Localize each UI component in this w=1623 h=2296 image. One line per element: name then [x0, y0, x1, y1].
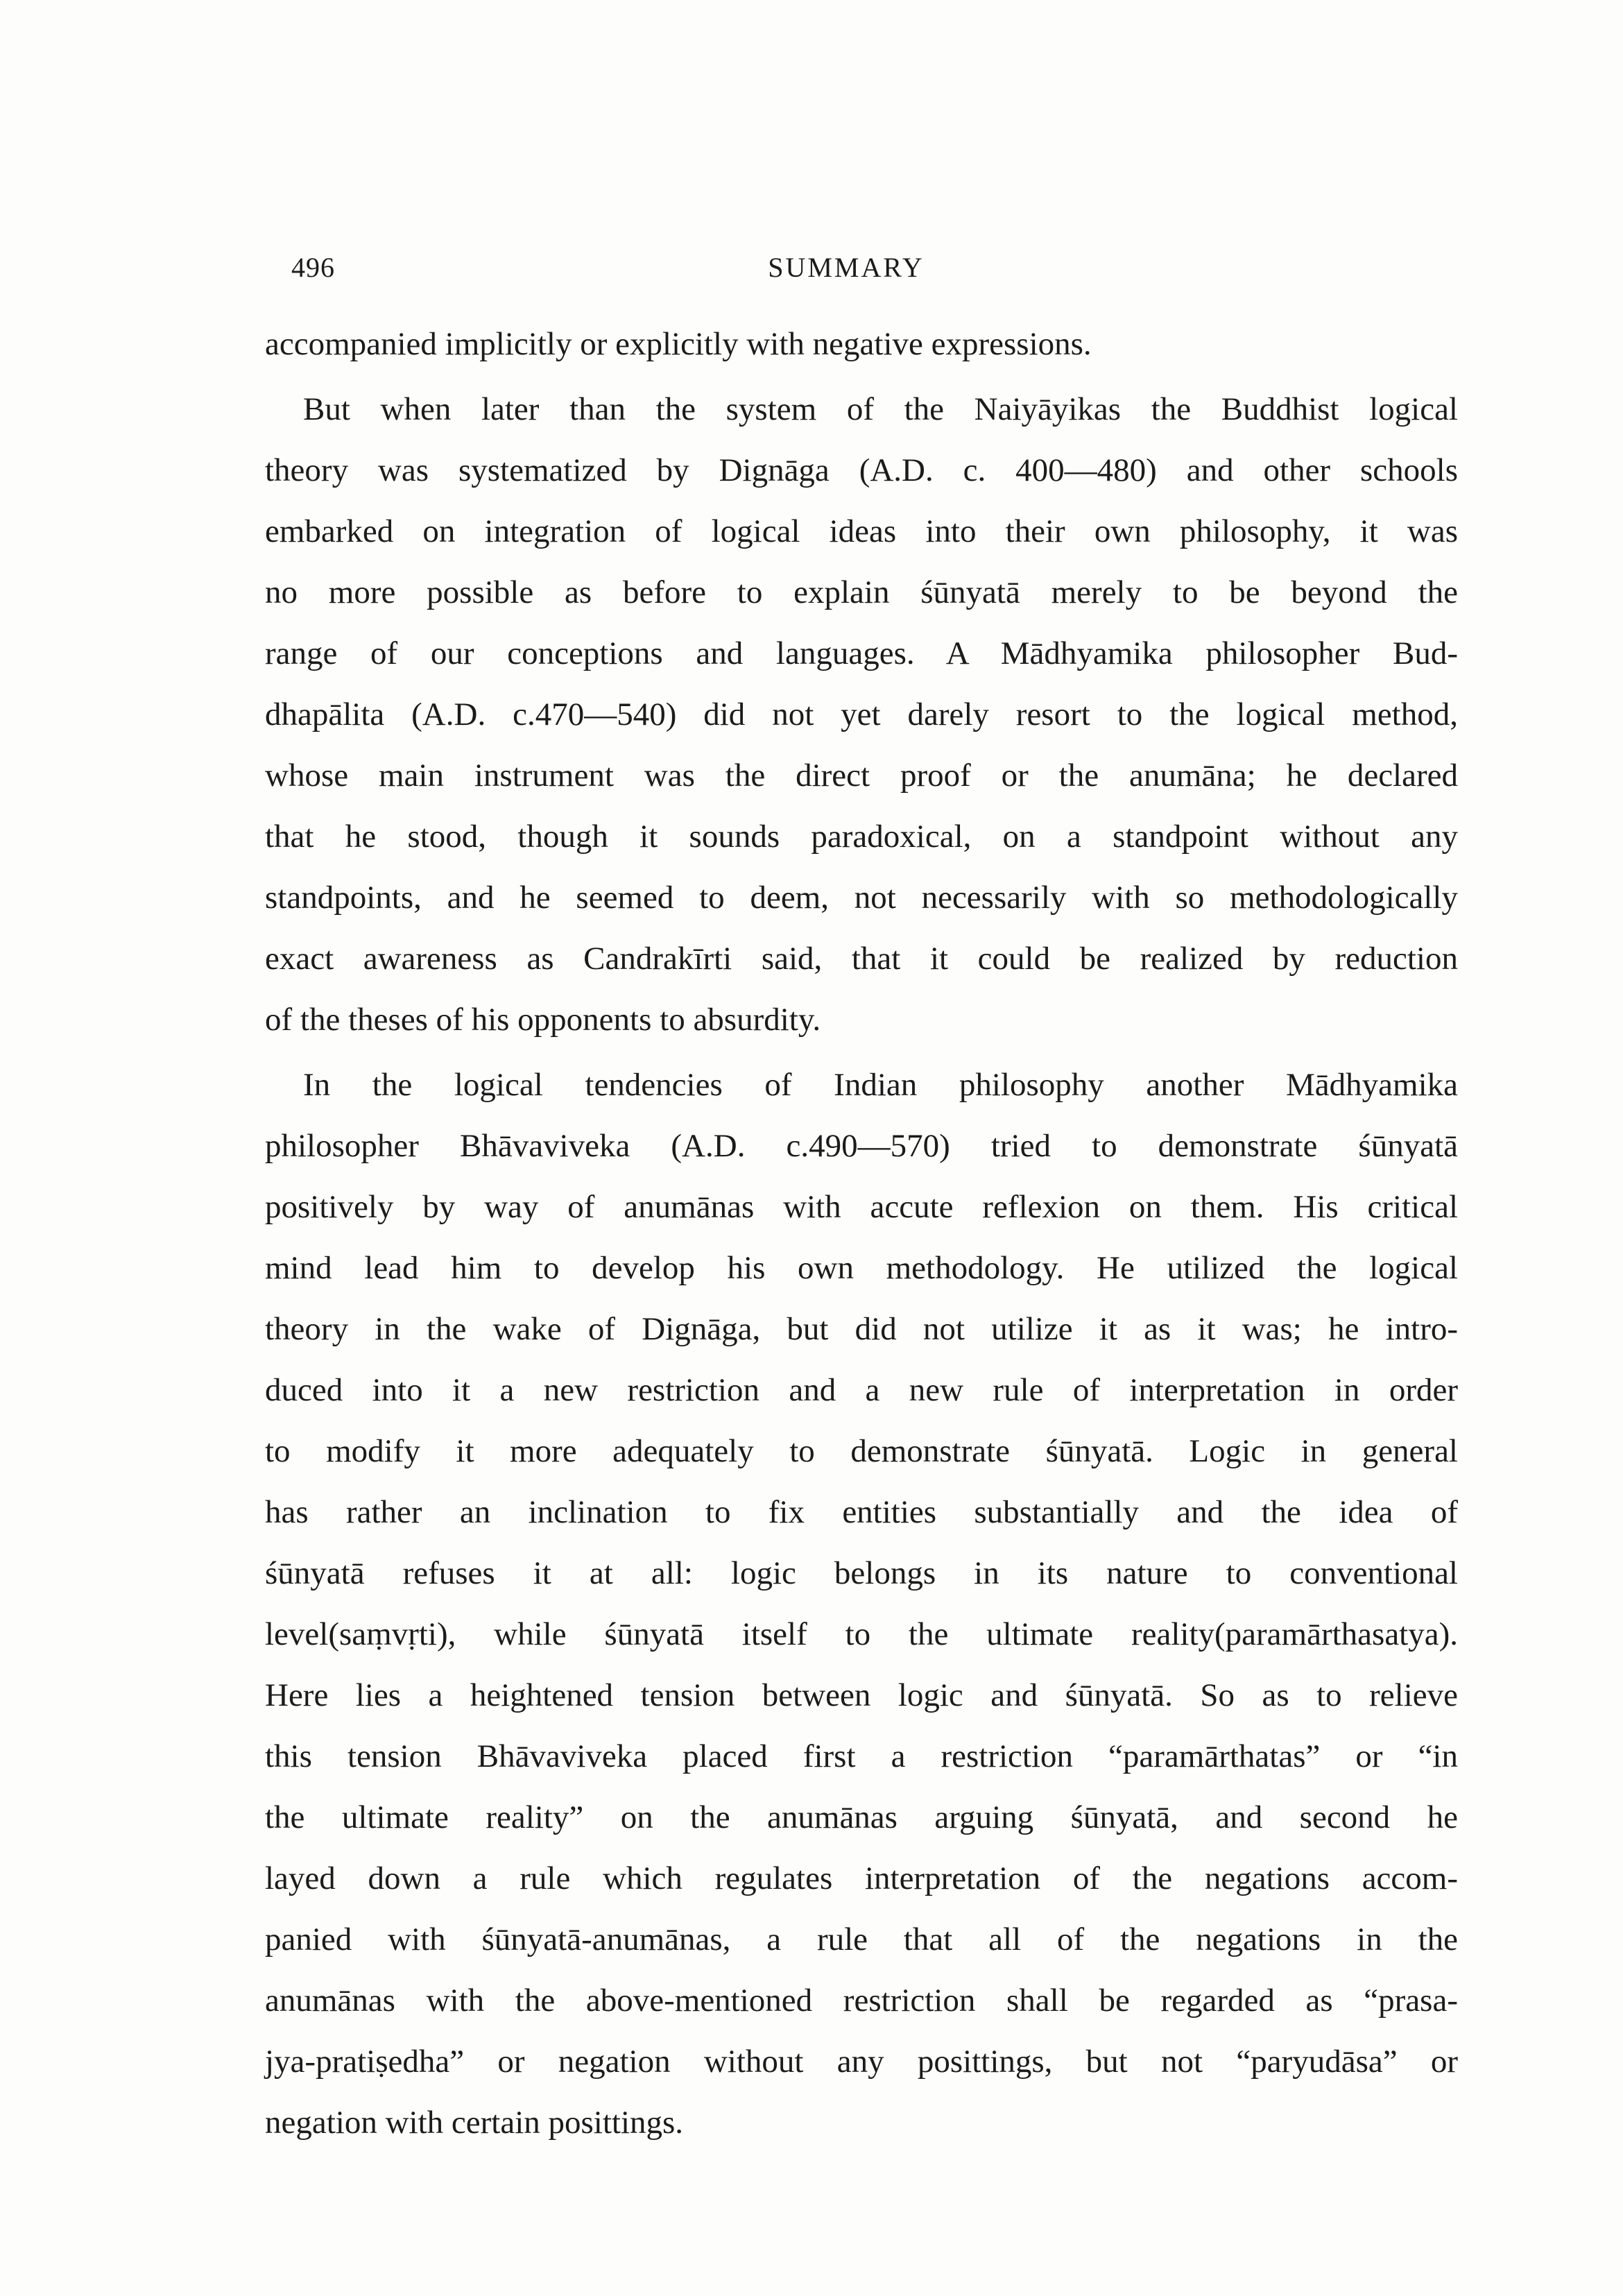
text-line: has rather an inclination to fix entities substantially and the idea of: [265, 1494, 1458, 1530]
text-line: to modify it more adequately to demonstrate śūnyatā. Logic in general: [265, 1433, 1458, 1469]
body-text: [265, 314, 1458, 2153]
running-title: SUMMARY: [768, 252, 925, 283]
text-line: accompanied implicitly or explicitly with negative expressions.: [265, 326, 1092, 362]
text-line: this tension Bhāvaviveka placed first a restriction “paramārthatas” or “in: [265, 1738, 1458, 1774]
text-line: layed down a rule which regulates interpretation of the negations accom-: [265, 1860, 1458, 1896]
text-line: level(saṃvṛti), while śūnyatā itself to the ultimate reality(paramārthasatya).: [265, 1616, 1458, 1652]
text-line: mind lead him to develop his own methodology. He utilized the logical: [265, 1250, 1458, 1286]
paragraph-3: [265, 1054, 1458, 2153]
text-line: of the theses of his opponents to absurdity.: [265, 1002, 821, 1038]
text-line: theory was systematized by Dignāga (A.D. c. 400—480) and other schools: [265, 452, 1458, 488]
text-line: panied with śūnyatā-anumānas, a rule that all of the negations in the: [265, 1921, 1458, 1957]
text-line: śūnyatā refuses it at all: logic belongs in its nature to conventional: [265, 1555, 1458, 1591]
text-line: exact awareness as Candrakīrti said, that it could be realized by reduction: [265, 941, 1458, 977]
text-line: standpoints, and he seemed to deem, not necessarily with so methodologically: [265, 880, 1458, 916]
text-line: dhapālita (A.D. c.470—540) did not yet darely resort to the logical method,: [265, 696, 1458, 733]
text-line: jya-pratiṣedha” or negation without any posittings, but not “paryudāsa” or: [265, 2044, 1458, 2080]
text-line: Here lies a heightened tension between logic and śūnyatā. So as to relieve: [265, 1677, 1458, 1713]
running-head: [291, 251, 1401, 293]
paragraph-1: [265, 314, 1458, 375]
text-line: In the logical tendencies of Indian philosophy another Mādhyamika: [303, 1067, 1458, 1103]
paragraph-2: [265, 379, 1458, 1050]
text-line: no more possible as before to explain śūnyatā merely to be beyond the: [265, 574, 1458, 610]
text-line: But when later than the system of the Naiyāyikas the Buddhist logical: [303, 391, 1458, 427]
text-line: theory in the wake of Dignāga, but did not utilize it as it was; he intro-: [265, 1311, 1458, 1347]
text-line: embarked on integration of logical ideas into their own philosophy, it was: [265, 513, 1458, 549]
text-line: duced into it a new restriction and a new rule of interpretation in order: [265, 1372, 1458, 1408]
page-number: 496: [291, 252, 335, 283]
text-line: anumānas with the above-mentioned restriction shall be regarded as “prasa-: [265, 1982, 1458, 2019]
text-line: range of our conceptions and languages. A Mādhyamika philosopher Bud-: [265, 635, 1458, 671]
text-line: positively by way of anumānas with accute reflexion on them. His critical: [265, 1189, 1458, 1225]
text-line: negation with certain posittings.: [265, 2105, 684, 2141]
text-line: that he stood, though it sounds paradoxical, on a standpoint without any: [265, 819, 1458, 855]
text-line: whose main instrument was the direct proof or the anumāna; he declared: [265, 757, 1458, 794]
text-line: philosopher Bhāvaviveka (A.D. c.490—570) tried to demonstrate śūnyatā: [265, 1128, 1458, 1164]
text-line: the ultimate reality” on the anumānas arguing śūnyatā, and second he: [265, 1799, 1458, 1835]
